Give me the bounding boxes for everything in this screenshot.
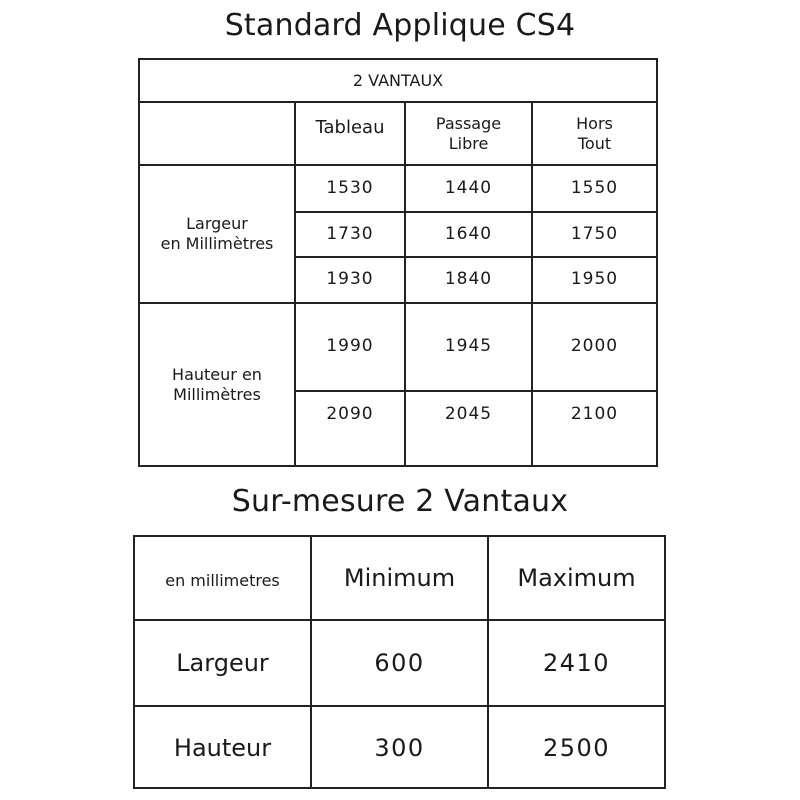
cell-largeur-hors-tout: 1550 xyxy=(570,177,619,198)
col-header-hors-tout: Hors Tout xyxy=(576,113,613,153)
row-label-hauteur: Hauteur xyxy=(173,734,272,762)
cell-hauteur-hors-tout: 2100 xyxy=(570,403,619,424)
cell-hauteur-passage: 2045 xyxy=(444,403,493,424)
cell-hauteur-passage: 1945 xyxy=(444,336,493,357)
cell-largeur-tableau: 1930 xyxy=(326,269,374,290)
row-label-largeur: Largeur xyxy=(176,649,269,677)
row-label-largeur: Largeur en Millimètres xyxy=(160,214,274,253)
cell-largeur-passage: 1440 xyxy=(444,177,493,198)
cell-largeur-tableau: 1530 xyxy=(326,177,374,198)
cell-hauteur-min: 300 xyxy=(374,734,425,762)
group-header-2-vantaux: 2 VANTAUX xyxy=(352,70,444,90)
cell-hauteur-tableau: 1990 xyxy=(326,336,374,357)
cell-hauteur-max: 2500 xyxy=(542,734,611,762)
cell-largeur-passage: 1840 xyxy=(444,269,493,290)
cell-largeur-max: 2410 xyxy=(542,649,611,677)
col-header-minimum: Minimum xyxy=(343,564,456,592)
row-label-hauteur: Hauteur en Millimètres xyxy=(172,364,262,404)
standard-table-title: Standard Applique CS4 xyxy=(224,8,576,43)
cell-hauteur-tableau: 2090 xyxy=(326,403,374,424)
cell-largeur-tableau: 1730 xyxy=(326,223,374,244)
cell-largeur-min: 600 xyxy=(374,649,425,677)
cell-largeur-hors-tout: 1750 xyxy=(570,223,619,244)
unit-label: en millimetres xyxy=(165,571,280,590)
col-header-maximum: Maximum xyxy=(517,564,636,592)
cell-largeur-passage: 1640 xyxy=(444,223,493,244)
col-header-passage-libre: Passage Libre xyxy=(435,113,502,153)
col-header-tableau: Tableau xyxy=(315,116,385,138)
cell-hauteur-hors-tout: 2000 xyxy=(570,336,619,357)
surmesure-table-title: Sur-mesure 2 Vantaux xyxy=(231,484,569,519)
cell-largeur-hors-tout: 1950 xyxy=(570,269,619,290)
